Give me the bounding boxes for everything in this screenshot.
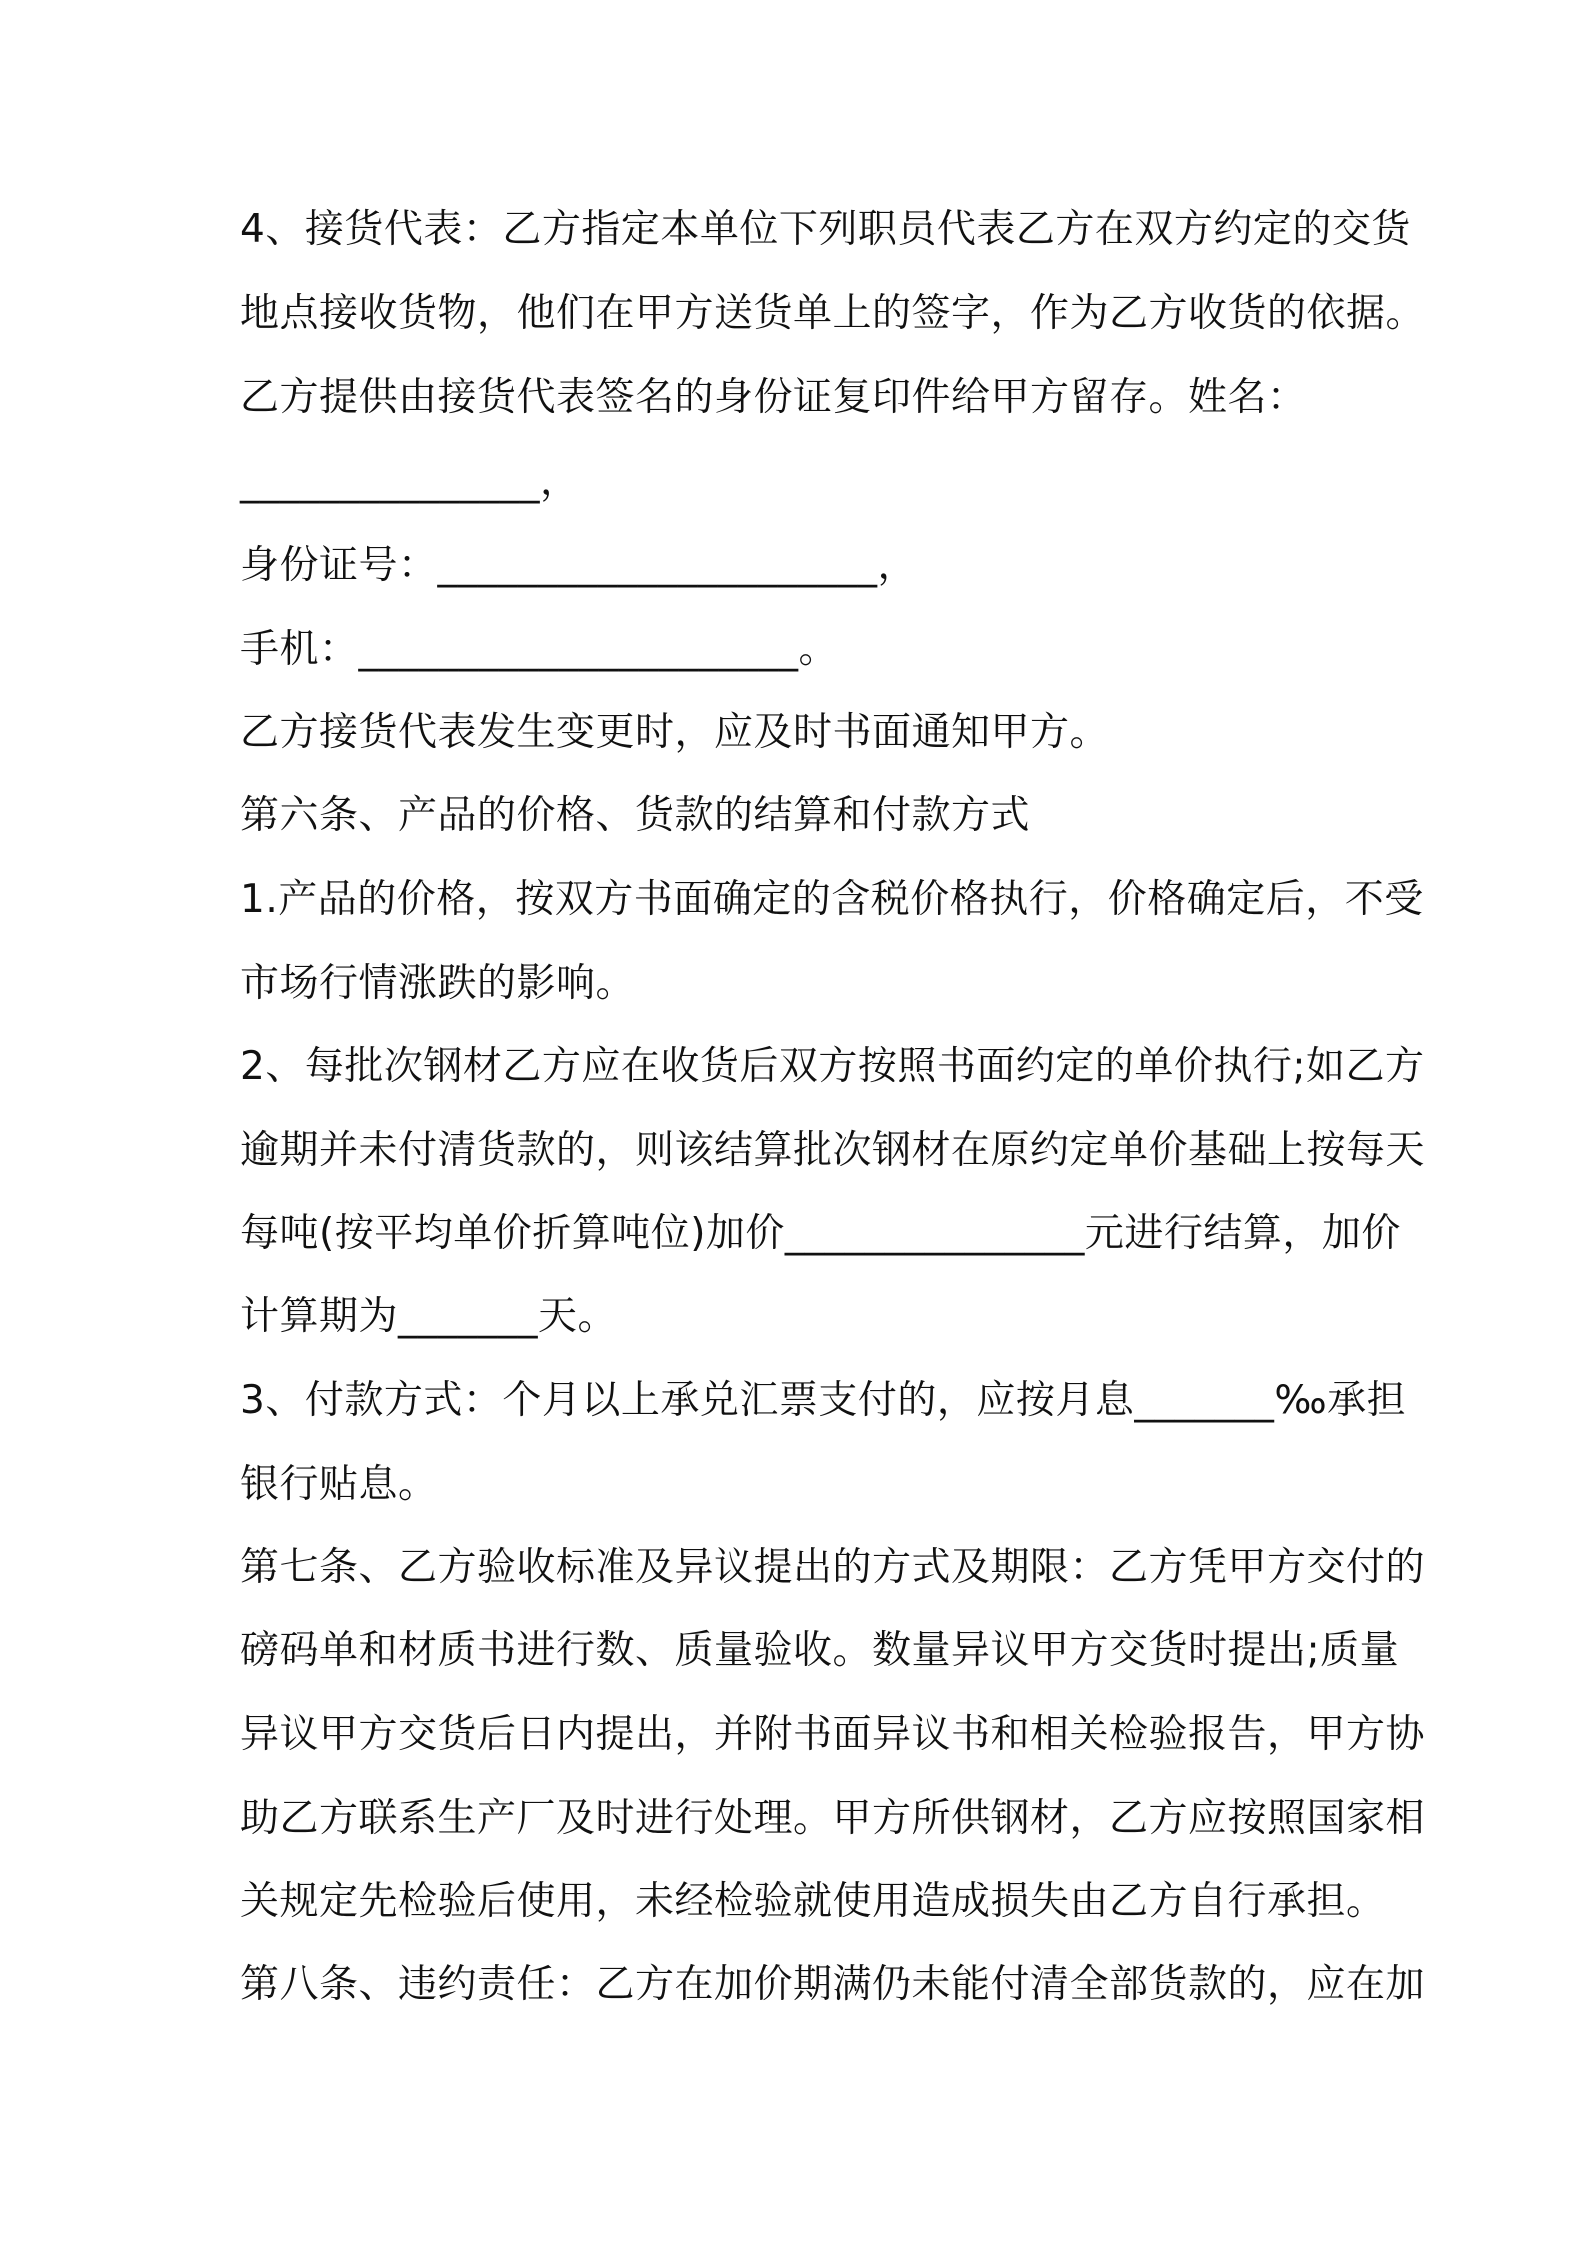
text-line: 助乙方联系生产厂及时进行处理。甲方所供钢材，乙方应按照国家相 (240, 1796, 1426, 1841)
name-blank-line: _______________， (240, 459, 580, 504)
text-line: 2、每批次钢材乙方应在收货后双方按照书面约定的单价执行;如乙方 (240, 1044, 1425, 1089)
text-line: 磅码单和材质书进行数、质量验收。数量异议甲方交货时提出;质量 (240, 1628, 1400, 1673)
text-line: 乙方提供由接货代表签名的身份证复印件给甲方留存。姓名： (240, 375, 1307, 420)
section-heading: 第七条、乙方验收标准及异议提出的方式及期限：乙方凭甲方交付的 (240, 1545, 1426, 1590)
text-line: 逾期并未付清货款的，则该结算批次钢材在原约定单价基础上按每天 (240, 1128, 1426, 1173)
text-line: 银行贴息。 (240, 1462, 438, 1507)
text-line: 乙方接货代表发生变更时，应及时书面通知甲方。 (240, 710, 1110, 755)
id-number-line: 身份证号：______________________， (240, 543, 918, 588)
text-line: 1.产品的价格，按双方书面确定的含税价格执行，价格确定后，不受 (240, 877, 1424, 922)
section-heading: 第八条、违约责任：乙方在加价期满仍未能付清全部货款的，应在加 (240, 1962, 1426, 2007)
text-line: 异议甲方交货后日内提出，并附书面异议书和相关检验报告，甲方协 (240, 1712, 1426, 1757)
text-line: 市场行情涨跌的影响。 (240, 961, 636, 1006)
phone-line: 手机：______________________。 (240, 627, 839, 672)
text-line: 计算期为_______天。 (240, 1294, 618, 1339)
text-line: 每吨(按平均单价折算吨位)加价_______________元进行结算，加价 (240, 1211, 1401, 1256)
text-line: 3、付款方式：个月以上承兑汇票支付的，应按月息_______‰承担 (240, 1378, 1407, 1423)
text-line: 地点接收货物，他们在甲方送货单上的签字，作为乙方收货的依据。 (240, 291, 1426, 336)
text-line: 4、接货代表：乙方指定本单位下列职员代表乙方在双方约定的交货 (240, 207, 1411, 252)
section-heading: 第六条、产品的价格、货款的结算和付款方式 (240, 793, 1031, 838)
text-line: 关规定先检验后使用，未经检验就使用造成损失由乙方自行承担。 (240, 1879, 1386, 1924)
